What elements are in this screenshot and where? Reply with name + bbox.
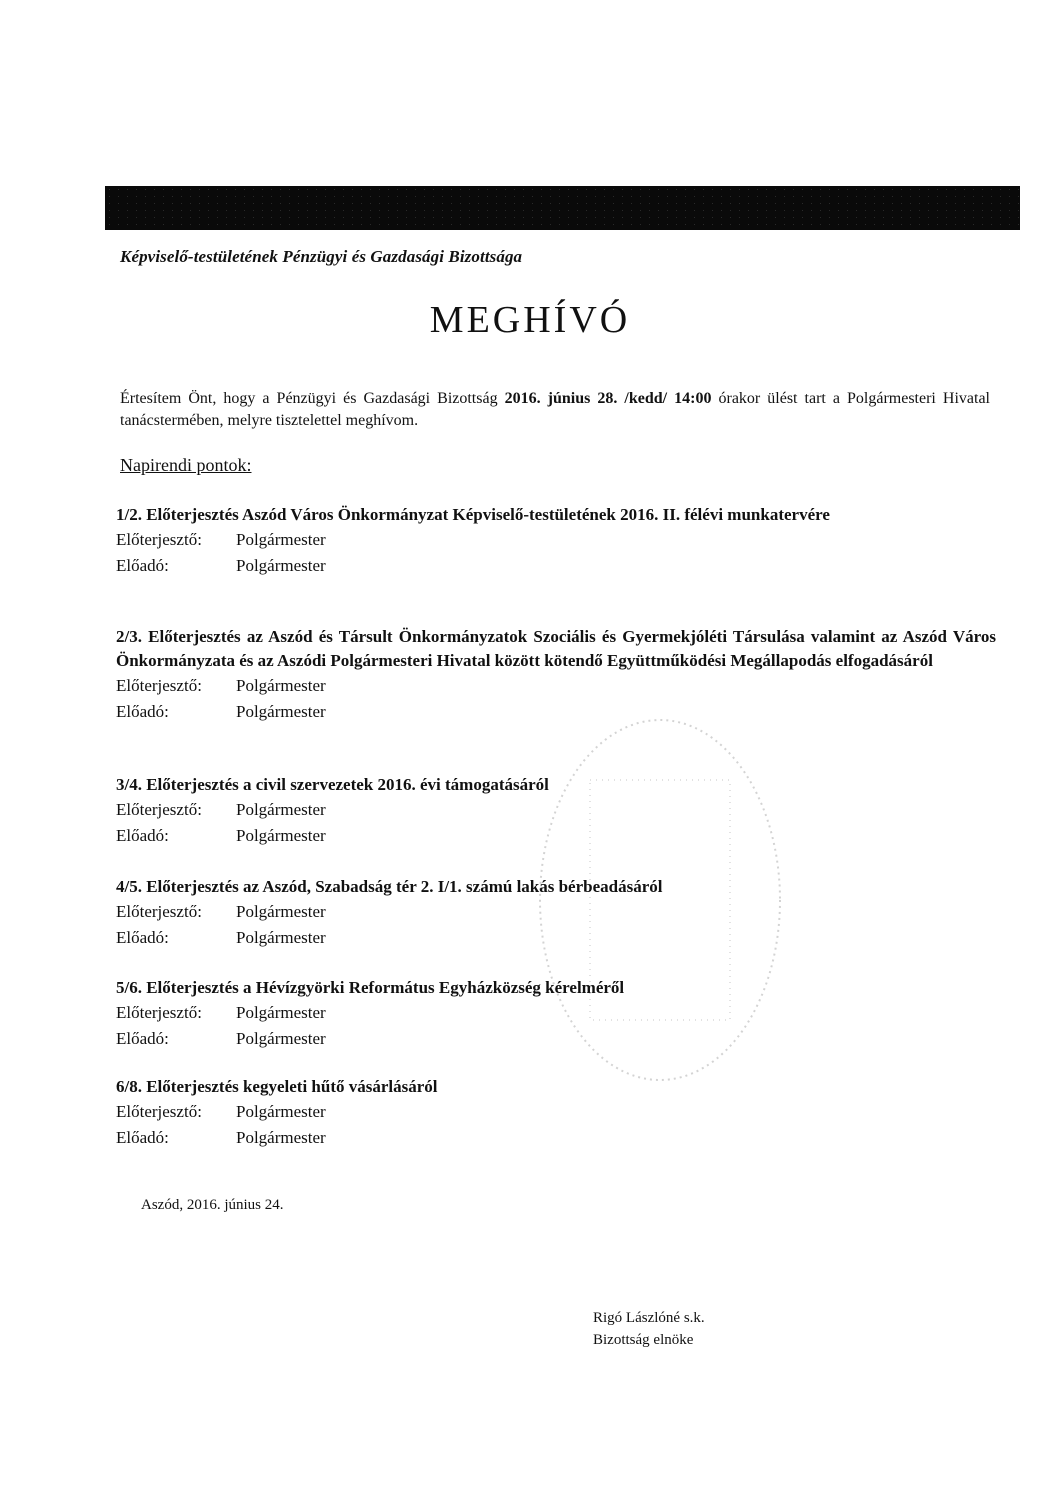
presenter-value: Polgármester [236, 556, 326, 575]
proposer-value: Polgármester [236, 902, 326, 921]
presenter-label: Előadó: [116, 928, 169, 947]
agenda-item-title: 6/8. Előterjesztés kegyeleti hűtő vásárlásáról [116, 1077, 438, 1096]
signer-name: Rigó Lászlóné s.k. [593, 1310, 705, 1326]
proposer-label: Előterjesztő: [116, 1003, 202, 1022]
agenda-item [116, 625, 996, 725]
agenda-item [116, 976, 996, 1052]
proposer-label: Előterjesztő: [116, 530, 202, 549]
agenda-item-title: 2/3. Előterjesztés az Aszód és Társult Önkormányzatok Szociális és Gyermekjóléti Társulása valamint az Aszód Város Önkormányzata és az Aszódi Polgármesteri Hivatal között kötendő Együttműködési Megállapodás elfogadásáról [116, 627, 996, 670]
presenter-value: Polgármester [236, 1128, 326, 1147]
agenda-item [116, 875, 996, 951]
proposer-label: Előterjesztő: [116, 1102, 202, 1121]
redacted-header-banner [105, 186, 1020, 230]
document-title: MEGHÍVÓ [429, 299, 631, 341]
intro-text-1: Értesítem Önt, hogy a Pénzügyi és Gazdasági Bizottság [120, 390, 505, 407]
presenter-label: Előadó: [116, 556, 169, 575]
agenda-item-title: 1/2. Előterjesztés Aszód Város Önkormányzat Képviselő-testületének 2016. II. félévi munkatervére [116, 505, 830, 524]
presenter-value: Polgármester [236, 826, 326, 845]
proposer-value: Polgármester [236, 530, 326, 549]
proposer-value: Polgármester [236, 676, 326, 695]
intro-text-2: órakor ülést tart a Polgármesteri Hivatal tanácstermében, melyre tisztelettel meghívom. [120, 390, 990, 429]
agenda-item-title: 5/6. Előterjesztés a Hévízgyörki Református Egyházközség kérelméről [116, 978, 625, 997]
agenda-item-title: 4/5. Előterjesztés az Aszód, Szabadság tér 2. I/1. számú lakás bérbeadásáról [116, 877, 663, 896]
presenter-label: Előadó: [116, 1029, 169, 1048]
presenter-value: Polgármester [236, 928, 326, 947]
presenter-label: Előadó: [116, 702, 169, 721]
presenter-value: Polgármester [236, 702, 326, 721]
proposer-value: Polgármester [236, 1102, 326, 1121]
proposer-label: Előterjesztő: [116, 676, 202, 695]
proposer-value: Polgármester [236, 1003, 326, 1022]
intro-paragraph [120, 388, 990, 432]
committee-subtitle: Képviselő-testületének Pénzügyi és Gazdasági Bizottsága [120, 247, 523, 266]
agenda-item [116, 1075, 996, 1151]
agenda-item [116, 503, 996, 579]
intro-date-time: 2016. június 28. /kedd/ 14:00 [504, 390, 712, 407]
proposer-label: Előterjesztő: [116, 902, 202, 921]
presenter-value: Polgármester [236, 1029, 326, 1048]
proposer-label: Előterjesztő: [116, 800, 202, 819]
signature-block [593, 1307, 705, 1351]
agenda-item-title: 3/4. Előterjesztés a civil szervezetek 2016. évi támogatásáról [116, 775, 549, 794]
agenda-heading: Napirendi pontok: [120, 455, 252, 475]
proposer-value: Polgármester [236, 800, 326, 819]
presenter-label: Előadó: [116, 826, 169, 845]
presenter-label: Előadó: [116, 1128, 169, 1147]
signer-role: Bizottság elnöke [593, 1332, 694, 1348]
agenda-item [116, 773, 996, 849]
date-line: Aszód, 2016. június 24. [141, 1197, 284, 1213]
